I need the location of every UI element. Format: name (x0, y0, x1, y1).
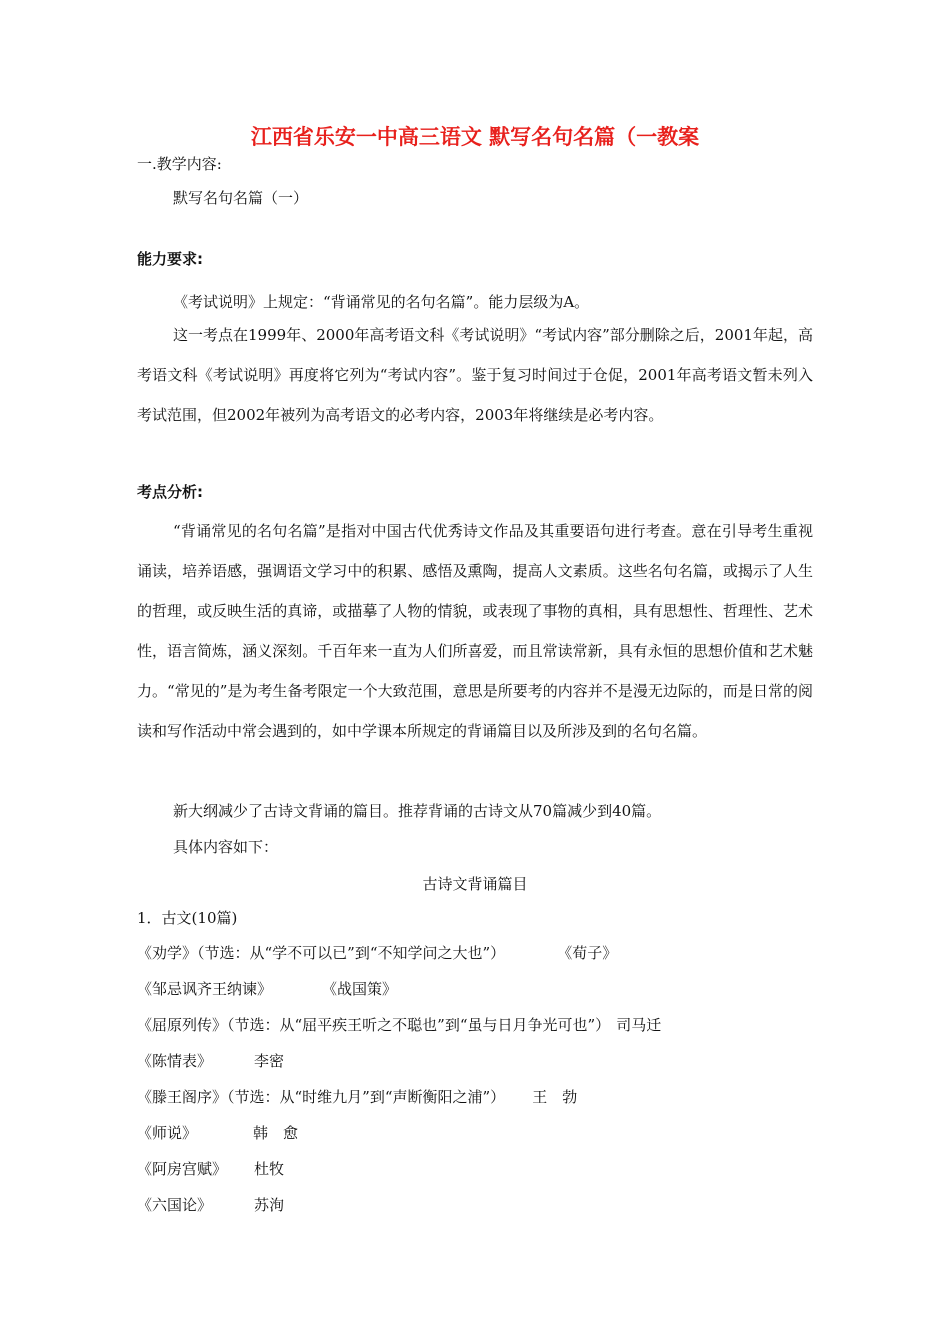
list-item (137, 1158, 284, 1180)
work-author: 王 勃 (532, 1088, 578, 1106)
list-section-heading: 1．古文(10篇) (137, 909, 238, 927)
list-item (137, 978, 397, 1000)
work-author: 苏洵 (254, 1196, 285, 1214)
list-item (137, 1050, 284, 1072)
section-body-teaching-content: 默写名句名篇（一） (173, 189, 309, 207)
work-author: 《战国策》 (322, 980, 398, 998)
section-heading-teaching-content: 一.教学内容: (137, 155, 222, 173)
work-author: 杜牧 (254, 1160, 285, 1178)
analysis-paragraph-2: 新大纲减少了古诗文背诵的篇目。推荐背诵的古诗文从70篇减少到40篇。 (173, 802, 662, 820)
ability-paragraph-1: 《考试说明》上规定：“背诵常见的名句名篇”。能力层级为A。 (173, 293, 590, 311)
work-author: 李密 (254, 1052, 285, 1070)
work-title: 《陈情表》 (137, 1052, 213, 1070)
work-title: 《六国论》 (137, 1196, 213, 1214)
list-item (137, 1014, 661, 1036)
work-title: 《屈原列传》（节选：从“屈平疾王听之不聪也”到“虽与日月争光可也”） (137, 1016, 611, 1034)
list-item (137, 1194, 284, 1216)
work-author: 司马迁 (616, 1016, 662, 1034)
list-item (137, 1086, 577, 1108)
document-title: 江西省乐安一中高三语文 默写名句名篇（一教案 (250, 125, 700, 149)
work-title: 《劝学》（节选：从“学不可以已”到“不知学问之大也”） (137, 944, 506, 962)
analysis-heading: 考点分析: (137, 483, 203, 501)
analysis-paragraph-1: “背诵常见的名句名篇”是指对中国古代优秀诗文作品及其重要语句进行考查。意在引导考生重视诵读，培养语感，强调语文学习中的积累、感悟及熏陶，提高人文素质。这些名句名篇，或揭示了人生的哲理，或反映生活的真谛，或描摹了人物的情貌，或表现了事物的真相，具有思想性、哲理性、艺术性，语言简炼，涵义深刻。千百年来一直为人们所喜爱，而且常读常新，具有永恒的思想价值和艺术魅力。“常见的”是为考生备考限定一个大致范围，意思是所要考的内容并不是漫无边际的，而是日常的阅读和写作活动中常会遇到的，如中学课本所规定的背诵篇目以及所涉及到的名句名篇。 (137, 522, 813, 740)
list-item (137, 942, 617, 964)
work-author: 韩 愈 (253, 1124, 299, 1142)
list-item (137, 1122, 298, 1144)
work-title: 《滕王阁序》（节选：从“时维九月”到“声断衡阳之浦”） (137, 1088, 506, 1106)
work-author: 《荀子》 (557, 944, 618, 962)
ability-paragraph-2: 这一考点在1999年、2000年高考语文科《考试说明》“考试内容”部分删除之后，2001年起，高考语文科《考试说明》再度将它列为“考试内容”。鉴于复习时间过于仓促，2001年高考语文暂未列入考试范围，但2002年被列为高考语文的必考内容，2003年将继续是必考内容。 (137, 326, 813, 424)
ability-heading: 能力要求: (137, 250, 203, 268)
work-title: 《阿房宫赋》 (137, 1160, 228, 1178)
work-title: 《师说》 (137, 1124, 198, 1142)
analysis-paragraph-3: 具体内容如下： (173, 838, 279, 856)
list-title: 古诗文背诵篇目 (422, 875, 528, 893)
work-title: 《邹忌讽齐王纳谏》 (137, 980, 273, 998)
